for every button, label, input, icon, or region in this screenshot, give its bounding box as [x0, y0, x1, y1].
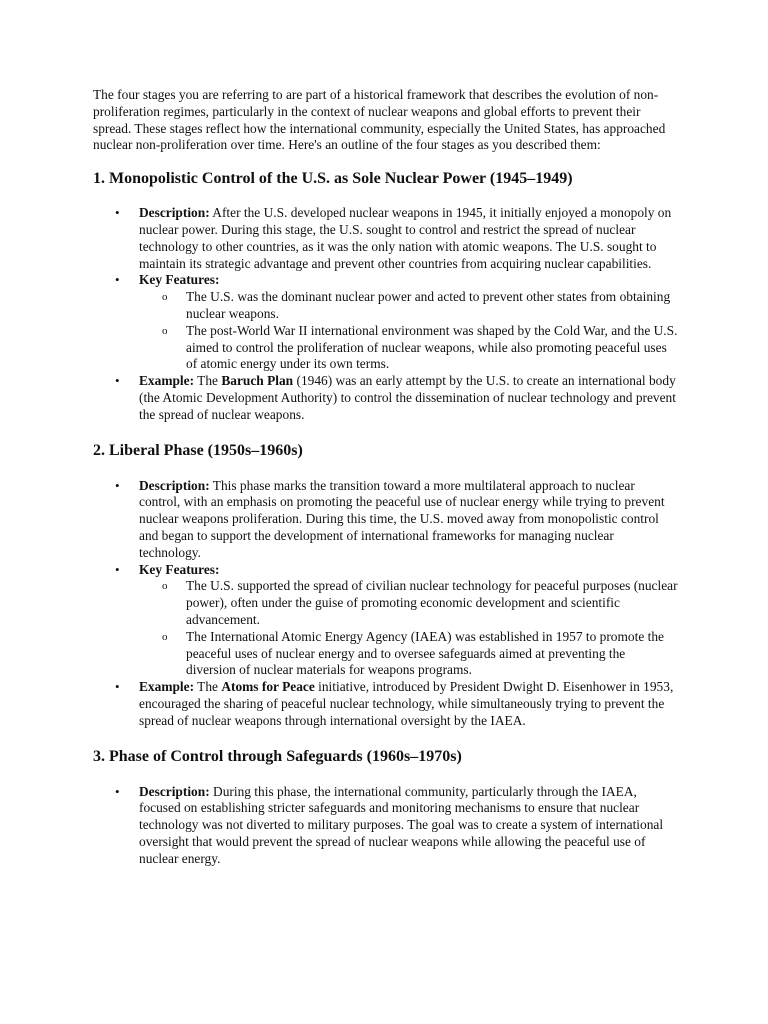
section-1-example — [93, 373, 678, 423]
key-features-label: Key Features: — [139, 272, 220, 288]
feature-item: o The post-World War II international environment was shaped by the Cold War, and the U.S. aimed to control the proliferation of nuclear weapons, while also promoting peaceful uses of atomic energy under its own terms. — [139, 323, 678, 373]
example-pre: The — [194, 373, 222, 389]
section-1-features-list — [139, 289, 678, 373]
example-label: Example: — [139, 373, 195, 389]
section-3-description — [93, 784, 678, 868]
section-2-example — [93, 679, 678, 729]
section-2-features-list — [139, 578, 678, 679]
section-1-heading: 1. Monopolistic Control of the U.S. as Sole Nuclear Power (1945–1949) — [93, 170, 573, 188]
section-2-description — [93, 478, 678, 562]
example-highlight: Atoms for Peace — [221, 679, 315, 695]
feature-item: o The U.S. was the dominant nuclear power and acted to prevent other states from obtaining nuclear weapons. — [139, 289, 678, 323]
description-text: This phase marks the transition toward a more multilateral approach to nuclear control, with an emphasis on promoting the peaceful use of nuclear energy while trying to prevent nuclear weapons proliferation. During this time, the U.S. moved away from monopolistic control and began to support the development of international frameworks for managing nuclear technology. — [139, 477, 665, 560]
description-text: After the U.S. developed nuclear weapons in 1945, it initially enjoyed a monopoly on nuclear power. During this stage, the U.S. sought to control and restrict the spread of nuclear technology to other countries, as it was the only nation with atomic weapons. The U.S. sought to maintain its strategic advantage and prevent other countries from acquiring nuclear capabilities. — [139, 205, 672, 271]
description-text: During this phase, the international community, particularly through the IAEA, focused on establishing stricter safeguards and monitoring mechanisms to ensure that nuclear technology was not diverted to military purposes. The goal was to create a system of international oversight that would prevent the spread of nuclear weapons while allowing the peaceful use of nuclear energy. — [139, 783, 664, 866]
section-1-description — [93, 205, 678, 272]
description-label: Description: — [139, 477, 210, 493]
section-2-list — [93, 478, 678, 730]
feature-item: o The International Atomic Energy Agency (IAEA) was established in 1957 to promote the peaceful uses of nuclear energy and to oversee safeguards aimed at preventing the diversion of nuclear materials for weapons programs. — [139, 629, 678, 679]
section-2-heading: 2. Liberal Phase (1950s–1960s) — [93, 441, 303, 459]
section-3-list — [93, 784, 678, 868]
description-label: Description: — [139, 783, 210, 799]
section-1-list — [93, 205, 678, 423]
document-body — [93, 87, 678, 867]
example-text: initiative, introduced by President Dwight D. Eisenhower in 1953, encouraged the sharing of peaceful nuclear technology, while simultaneously trying to prevent the spread of nuclear weapons through international oversight by the IAEA. — [139, 679, 674, 728]
example-pre: The — [194, 679, 222, 695]
section-2-key-features — [93, 562, 678, 680]
feature-item: o The U.S. supported the spread of civilian nuclear technology for peaceful purposes (nuclear power), often under the guise of promoting economic development and scientific advancement. — [139, 578, 678, 628]
example-text: (1946) was an early attempt by the U.S. to create an international body (the Atomic Development Authority) to control the dissemination of nuclear technology and prevent the spread of nuclear weapons. — [139, 373, 676, 422]
section-3-heading: 3. Phase of Control through Safeguards (1960s–1970s) — [93, 747, 462, 765]
section-1-key-features — [93, 272, 678, 373]
description-label: Description: — [139, 205, 210, 221]
key-features-label: Key Features: — [139, 561, 220, 577]
example-label: Example: — [139, 679, 195, 695]
example-highlight: Baruch Plan — [221, 373, 294, 389]
intro-paragraph: The four stages you are referring to are part of a historical framework that describes the evolution of non-proliferation regimes, particularly in the context of nuclear weapons and global efforts to prevent their spread. These stages reflect how the international community, especially the United States, has approached nuclear non-proliferation over time. Here's an outline of the four stages as you described them: — [93, 87, 666, 153]
